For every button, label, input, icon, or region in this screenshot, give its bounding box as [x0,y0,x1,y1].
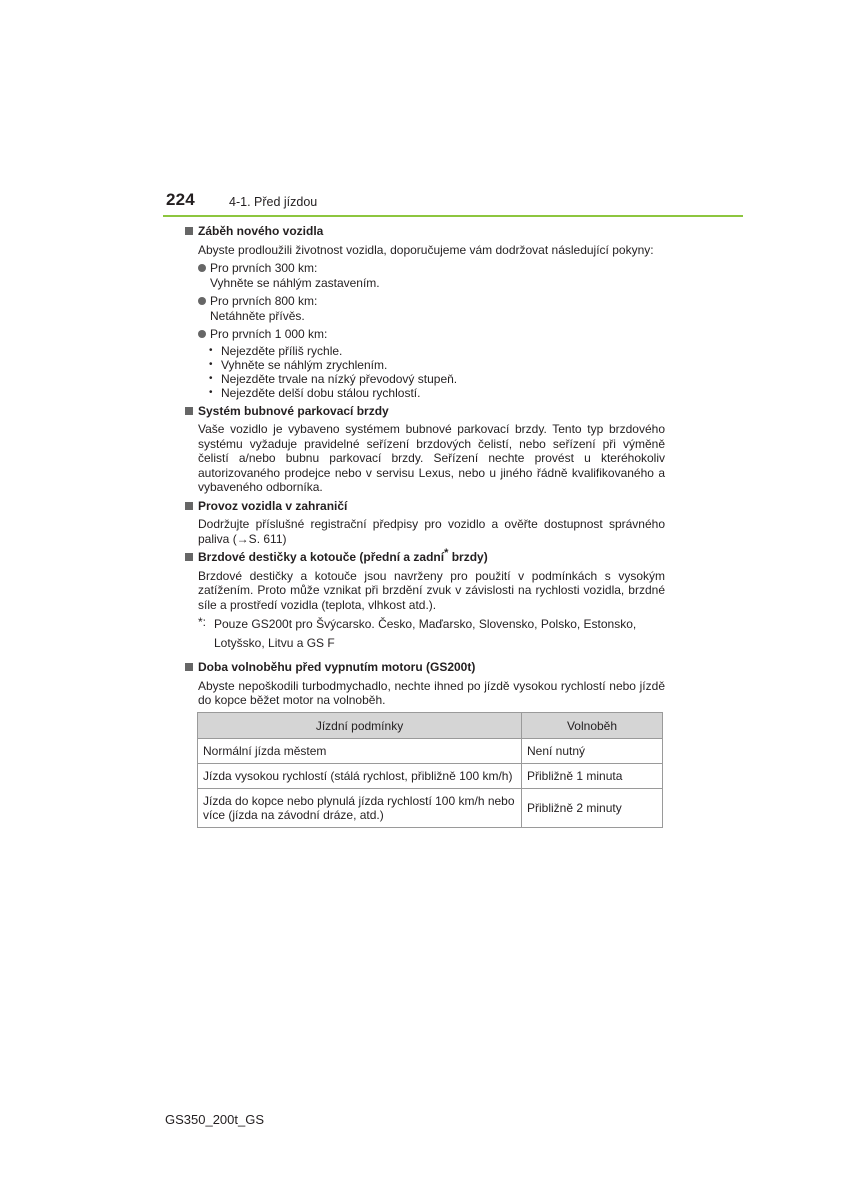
heading-volnobeh [185,660,665,675]
table-header: Volnoběh [522,713,663,739]
table-row [198,789,663,828]
list-item [198,327,665,342]
footnote [198,615,665,653]
circle-bullet-icon [198,297,206,305]
heading-text: Záběh nového vozidla [198,224,324,238]
table-row [198,764,663,789]
list-item-text: Vyhněte se náhlým zastavením. [210,275,380,290]
square-bullet-icon [185,502,193,510]
list-item [198,294,665,323]
footer-code: GS350_200t_GS [165,1112,265,1127]
square-bullet-icon [185,663,193,671]
list-item [198,261,665,290]
page-number: 224 [166,190,195,209]
heading-text: Provoz vozidla v zahraničí [198,498,348,513]
footnote-text: Pouze GS200t pro Švýcarsko. Česko, Maďarsko, Slovensko, Polsko, Estonsko, Lotyšsko, Litvu a GS F [214,617,637,650]
table-cell: Jízda vysokou rychlostí (stálá rychlost, přibližně 100 km/h) [198,764,522,789]
paragraph-desticky: Brzdové destičky a kotouče jsou navrženy pro použití v podmínkách s vysokým zatížením. Proto může vznikat při brzdění zvuk v závislosti na rychlosti vozidla, brzdné síle a prostředí vozidla (teplota, vlhkost atd.). [198,568,665,612]
table-cell: Jízda do kopce nebo plynulá jízda rychlostí 100 km/h nebo více (jízda na závodní dráze, atd.) [198,789,522,828]
dot-bullet-icon: • [209,386,213,398]
sub-list-text: Nejezděte příliš rychle. [221,343,343,358]
heading-desticky [185,547,665,565]
sub-list-text: Nejezděte delší dobu stálou rychlostí. [221,385,421,400]
footnote-star: * [444,547,449,559]
heading-text: Doba volnoběhu před vypnutím motoru (GS200t) [198,660,476,674]
paragraph-brzda: Vaše vozidlo je vybaveno systémem bubnové parkovací brzdy. Tento typ brzdového systému vyžaduje pravidelné seřízení brzdových čelistí, nebo seřízení při výměně čelistí a/nebo bubnu parkovací brzdy. Seřízení nechte provést u kteréhokoliv autorizovaného prodejce nebo v servisu Lexus, nebo u jiného řádně kvalifikovaného a vybaveného odborníka. [198,422,665,494]
idle-time-table [197,712,663,828]
paragraph-zahranici: Dodržujte příslušné registrační předpisy pro vozidlo a ověřte dostupnost správného paliva (→S. 611) [198,517,665,546]
square-bullet-icon [185,553,193,561]
sub-list-item [209,386,665,400]
table-cell: Není nutný [522,739,663,764]
table-cell: Přibližně 2 minuty [522,789,663,828]
dot-bullet-icon: • [209,344,213,356]
sub-list-item [209,344,665,358]
sub-list-text: Nejezděte trvale na nízký převodový stupeň. [221,371,458,386]
heading-text [198,547,488,565]
content [185,224,665,708]
paragraph-volnobeh: Abyste nepoškodili turbodmychadlo, nechte ihned po jízdě vysokou rychlostí nebo jízdě do kopce běžet motor na volnoběh. [198,678,665,707]
table-header: Jízdní podmínky [198,713,522,739]
heading-text-part: brzdy) [448,550,488,564]
heading-zabeh [185,224,665,239]
list-item-text: Netáhněte přívěs. [210,308,305,323]
list-item-label: Pro prvních 800 km: [210,294,318,308]
sub-list [209,344,665,400]
table-cell: Normální jízda městem [198,739,522,764]
sub-list-text: Vyhněte se náhlým zrychlením. [221,357,388,372]
table-cell: Přibližně 1 minuta [522,764,663,789]
section-title: 4-1. Před jízdou [229,195,318,209]
list-item-label: Pro prvních 1 000 km: [210,327,328,341]
sub-list-item [209,372,665,386]
paragraph-zabeh-intro: Abyste prodloužili životnost vozidla, doporučujeme vám dodržovat následující pokyny: [198,242,654,257]
square-bullet-icon [185,227,193,235]
table-row [198,739,663,764]
heading-text: Systém bubnové parkovací brzdy [198,403,389,418]
header-rule [163,215,743,217]
square-bullet-icon [185,407,193,415]
sub-list-item [209,358,665,372]
dot-bullet-icon: • [209,372,213,384]
circle-bullet-icon [198,330,206,338]
circle-bullet-icon [198,264,206,272]
heading-zahranici [185,499,665,514]
footnote-mark: *: [198,615,207,629]
heading-brzda [185,404,665,419]
dot-bullet-icon: • [209,358,213,370]
heading-text-part: Brzdové destičky a kotouče (přední a zadní [198,550,445,564]
list-item-label: Pro prvních 300 km: [210,261,318,275]
